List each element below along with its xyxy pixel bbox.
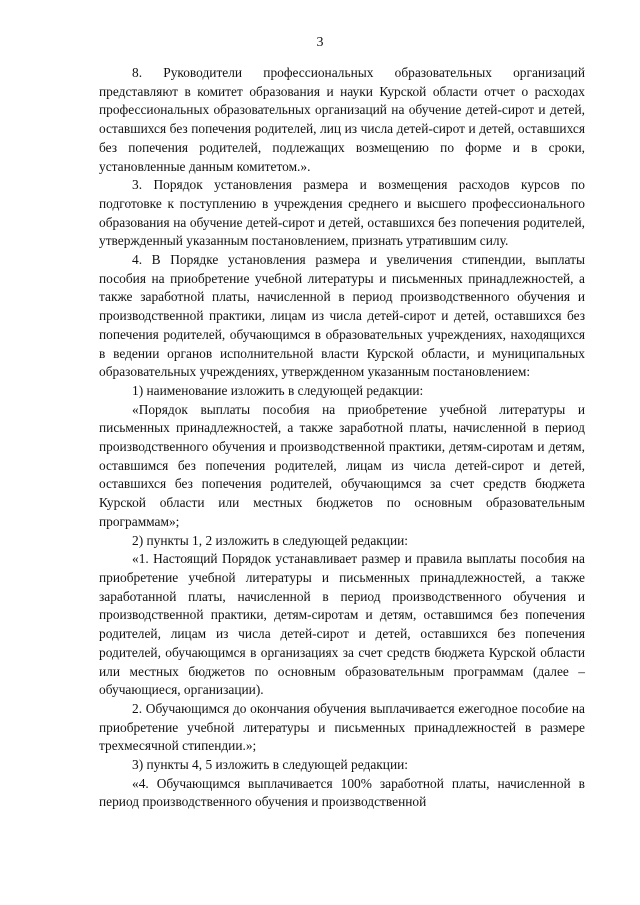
paragraph-new-item-2: 2. Обучающимся до окончания обучения выплачивается ежегодное пособие на приобретение учебной литературы и письменных принадлежностей в размере трехмесячной стипендии.»; [99, 700, 585, 754]
paragraph-subclause-3: 3) пункты 4, 5 изложить в следующей редакции: [132, 757, 408, 773]
paragraph-clause-4: 4. В Порядке установления размера и увеличения стипендии, выплаты пособия на приобретение учебной литературы и письменных принадлежностей, а также заработной платы, начисленной в период производственного обучения и производственной практики, лицам из числа детей-сирот и детей, оставшихся без попечения родителей, обучающимся в образовательных учреждениях, находящихся в ведении органов исполнительной власти Курской области, и муниципальных образовательных учреждениях, утвержденном указанным постановлением: [99, 252, 585, 380]
paragraph-new-item-4: «4. Обучающимся выплачивается 100% заработной платы, начисленной в период производственного обучения и производственной [99, 775, 585, 810]
paragraph-item-8: 8. Руководители профессиональных образовательных организаций представляют в комитет образования и науки Курской области отчет о расходах профессиональных образовательных организаций на обучение детей-сирот и детей, оставшихся без попечения родителей, лиц из числа детей-сирот и детей, оставшихся без попечения родителей, подлежащих возмещению по форме и в сроки, установленные данным комитетом.». [99, 65, 585, 174]
paragraph-subclause-2: 2) пункты 1, 2 изложить в следующей редакции: [132, 532, 408, 548]
paragraph-subclause-1: 1) наименование изложить в следующей редакции: [132, 382, 424, 398]
paragraph-clause-3: 3. Порядок установления размера и возмещения расходов курсов по подготовке к поступлению в учреждения среднего и высшего профессионального образования на обучение детей-сирот и детей, оставшихся без попечения родителей, утвержденный указанным постановлением, признать утратившим силу. [99, 177, 585, 249]
page-number: 3 [316, 35, 324, 50]
document-body [99, 64, 585, 812]
paragraph-new-item-1: «1. Настоящий Порядок устанавливает размер и правила выплаты пособия на приобретение учебной литературы и письменных принадлежностей, а также заработанной платы, начисленной в период производственного обучения и производственной практики, детям-сиротам и детям, оставшимся без попечения родителей, лицам из числа детей-сирот и детей, оставшихся без попечения родителей, обучающимся в организациях за счет средств бюджета Курской области или местных бюджетов по основным образовательным программам (далее – обучающиеся, организации). [99, 551, 585, 698]
paragraph-new-title: «Порядок выплаты пособия на приобретение учебной литературы и письменных принадлежностей, а также заработной платы, начисленной в период производственного обучения и производственной практики, детям-сиротам и детям, оставшимся без попечения родителей, лицам из числа детей-сирот и детей, оставшихся без попечения родителей, обучающимся за счет средств бюджета Курской области или местных бюджетов по основным образовательным программам»; [99, 401, 585, 529]
